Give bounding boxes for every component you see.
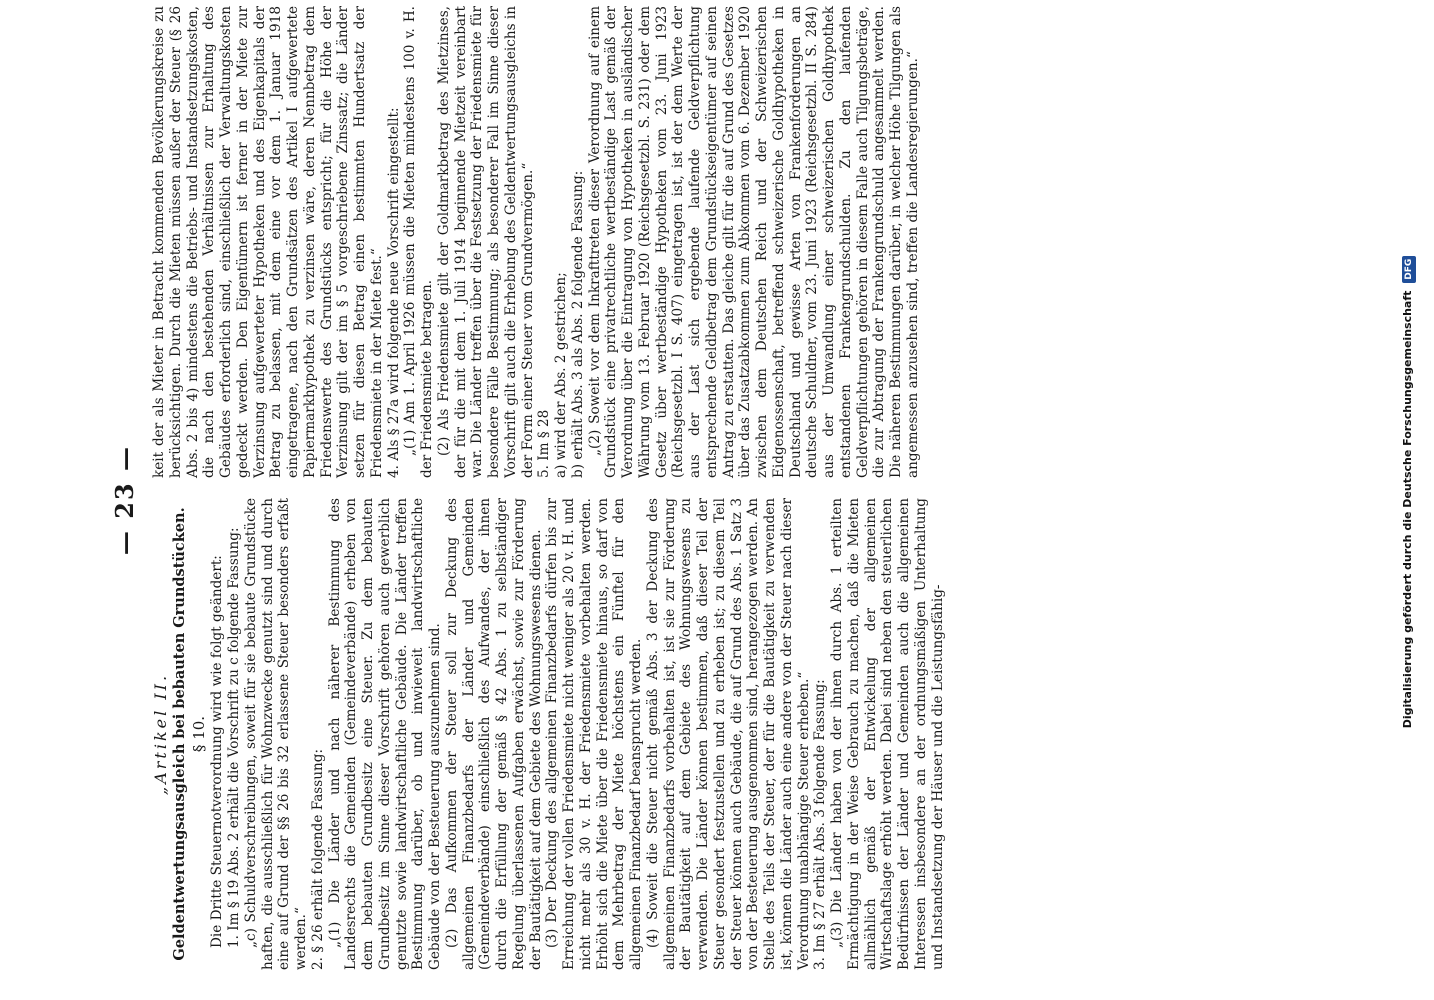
column-right (151, 6, 922, 478)
dfg-logo: DFG (1402, 256, 1416, 283)
text-paragraph: „c) Schuldverschreibungen, soweit für sie bebaute Grundstücke haften, die ausschließlich für Wohnzwecke genutzt sind und durch eine auf Grund der §§ 26 bis 32 erlassene Steuer besonders erfaßt werden.“ (242, 498, 309, 970)
text-paragraph: „(3) Die Länder haben von der ihnen durch Abs. 1 erteilten Ermächtigung in der Weise Gebrauch zu machen, daß die Mieten allmählich gemäß der Entwickelung der allgemeinen Wirtschaftslage erhöht werden. Dabei sind neben den steuerlichen Bedürfnissen der Länder und Gemeinden auch die allgemeinen Interessen insbesondere an der ordnungsmäßigen Unterhaltung und Instandsetzung der Häuser und die Leistungsfähig- (829, 498, 946, 970)
text-paragraph: keit der als Mieter in Betracht kommenden Bevölkerungskreise zu berücksichtigen. Durch die Mieten müssen außer der Steuer (§ 26 Abs. 2 bis 4) mindestens die Betriebs- und Instandsetzungskosten, die nach den bestehenden Verhältnissen zur Erhaltung des Gebäudes erforderlich sind, einschließlich der Verwaltungskosten gedeckt werden. Den Eigentümern ist ferner in der Miete zur Verzinsung aufgewerteter Hypotheken und des Eigenkapitals der Betrag zu belassen, mit dem eine vor dem 1. Januar 1918 eingetragene, nach den Grundsätzen des Artikel I aufgewertete Papiermarkhypothek zu verzinsen wäre, deren Nennbetrag dem Friedenswerte des Grundstücks entspricht; für die Höhe der Verzinsung gilt der im § 5 vorgeschriebene Zinssatz; die Länder setzen für diesen Betrag einen bestimmten Hundertsatz der Friedensmiete in der Miete fest.“ (151, 6, 385, 478)
text-paragraph: (2) Das Aufkommen der Steuer soll zur Deckung des allgemeinen Finanzbedarfs der Länder und Gemeinden (Gemeindeverbände) einschließlich des Aufwandes, der ihnen durch die Erfüllung der gemäß § 42 Abs. 1 zu selbständiger Regelung überlassenen Aufgaben erwächst, sowie zur Förderung der Bautätigkeit auf dem Gebiete des Wohnungswesens dienen. (443, 498, 544, 970)
text-paragraph: Die Dritte Steuernotverordnung wird wie folgt geändert: (209, 555, 226, 948)
digitization-credit (1398, 42, 1418, 942)
article-title: „Artikel II. (151, 672, 170, 796)
text-paragraph: (3) Der Deckung des allgemeinen Finanzbedarfs dürfen bis zur Erreichung der vollen Friedensmiete nicht weniger als 20 v. H. und nicht mehr als 30 v. H. der Friedensmiete vorbehalten werden. Erhöht sich die Miete über die Friedensmiete hinaus, so darf von dem Mehrbetrag der Miete höchstens ein Fünftel für den allgemeinen Finanzbedarf beansprucht werden. (544, 498, 644, 970)
text-paragraph: „(1) Am 1. April 1926 müssen die Mieten mindestens 100 v. H. der Friedensmiete betragen. (402, 6, 435, 478)
text-paragraph: a) wird der Abs. 2 gestrichen; (553, 272, 569, 478)
page-number: — 23 — (110, 444, 139, 556)
text-paragraph: 4. Als § 27a wird folgende neue Vorschrift eingestellt: (385, 107, 402, 478)
section-heading: Geldentwertungsausgleich bei bebauten Grundstücken. (170, 507, 188, 961)
text-paragraph: 2. § 26 erhält folgende Fassung: (309, 748, 326, 970)
column-left (151, 498, 946, 970)
text-paragraph: 1. Im § 19 Abs. 2 erhält die Vorschrift zu c folgende Fassung: (226, 527, 242, 948)
text-paragraph: b) erhält Abs. 3 als Abs. 2 folgende Fassung: (569, 170, 586, 478)
text-paragraph: (4) Soweit die Steuer nicht gemäß Abs. 3 der Deckung des allgemeinen Finanzbedarfs vorbehalten ist, ist sie zur Förderung der Bautätigkeit auf dem Gebiete des Wohnungswesens zu verwenden. Die Länder können bestimmen, daß dieser Teil der Steuer gesondert festzustellen und zu erheben ist; zu diesem Teil der Steuer können auch Gebäude, die auf Grund des Abs. 1 Satz 3 von der Besteuerung ausgenommen sind, herangezogen werden. An Stelle des Teils der Steuer, der für die Bautätigkeit zu verwenden ist, können die Länder auch eine andere von der Steuer nach dieser Verordnung unabhängige Steuer erheben.“ (644, 498, 812, 970)
text-paragraph: (2) Als Friedensmiete gilt der Goldmarkbetrag des Mietzinses, der für die mit dem 1. Juli 1914 beginnende Mietzeit vereinbart war. Die Länder treffen über die Festsetzung der Friedensmiete für besondere Fälle Bestimmung; als besonderer Fall im Sinne dieser Vorschrift gilt auch die Erhebung des Geldentwertungsausgleichs in der Form einer Steuer vom Grundvermögen.“ (435, 6, 536, 478)
text-paragraph: „(2) Soweit vor dem Inkrafttreten dieser Verordnung auf einem Grundstück eine privatrechtliche wertbeständige Last gemäß der Verordnung über die Eintragung von Hypotheken in ausländischer Währung vom 13. Februar 1920 (Reichsgesetzbl. S. 231) oder dem Gesetz über wertbeständige Hypotheken vom 23. Juni 1923 (Reichsgesetzbl. I S. 407) eingetragen ist, ist der dem Werte der aus der Last sich ergebende laufende Geldverpflichtung entsprechende Geldbetrag dem Grundstückseigentümer auf seinen Antrag zu erstatten. Das gleiche gilt für die auf Grund des Gesetzes über das Zusatzabkommen zum Abkommen vom 6. Dezember 1920 zwischen dem Deutschen Reich und der Schweizerischen Eidgenossenschaft, betreffend schweizerische Goldhypotheken in Deutschland und gewisse Arten von Frankenforderungen an deutsche Schuldner, vom 23. Juni 1923 (Reichsgesetzbl. II S. 284) aus der Umwandlung einer schweizerischen Goldhypothek entstandenen Frankengrundschulden. Zu den laufenden Geldverpflichtungen gehören in diesem Falle auch Tilgungsbeträge, die zur Abtragung der Frankengrundschuld angesammelt werden. Die näheren Bestimmungen darüber, in welcher Höhe Tilgungen als angemessen anzusehen sind, treffen die Landesregierungen.“ (586, 6, 921, 478)
paragraph-mark: § 10. (189, 715, 208, 753)
credit-text: Digitalisierung gefördert durch die Deutsche Forschungsgemeinschaft (1401, 290, 1414, 729)
text-paragraph: 3. Im § 27 erhält Abs. 3 folgende Fassung: (812, 679, 829, 970)
digitization-credit-strip (1398, 0, 1434, 1000)
rotated-page (105, 0, 1315, 1000)
text-paragraph: 5. Im § 28 (536, 409, 553, 478)
text-paragraph: „(1) Die Länder und nach näherer Bestimmung des Landesrechts die Gemeinden (Gemeindeverbände) erheben von dem bebauten Grundbesitz eine Steuer. Zu dem bebauten Grundbesitz im Sinne dieser Vorschrift gehören auch gewerblich genutzte sowie landwirtschaftliche Gebäude. Die Länder treffen Bestimmung darüber, ob und inwieweit landwirtschaftliche Gebäude von der Besteuerung auszunehmen sind. (326, 498, 443, 970)
